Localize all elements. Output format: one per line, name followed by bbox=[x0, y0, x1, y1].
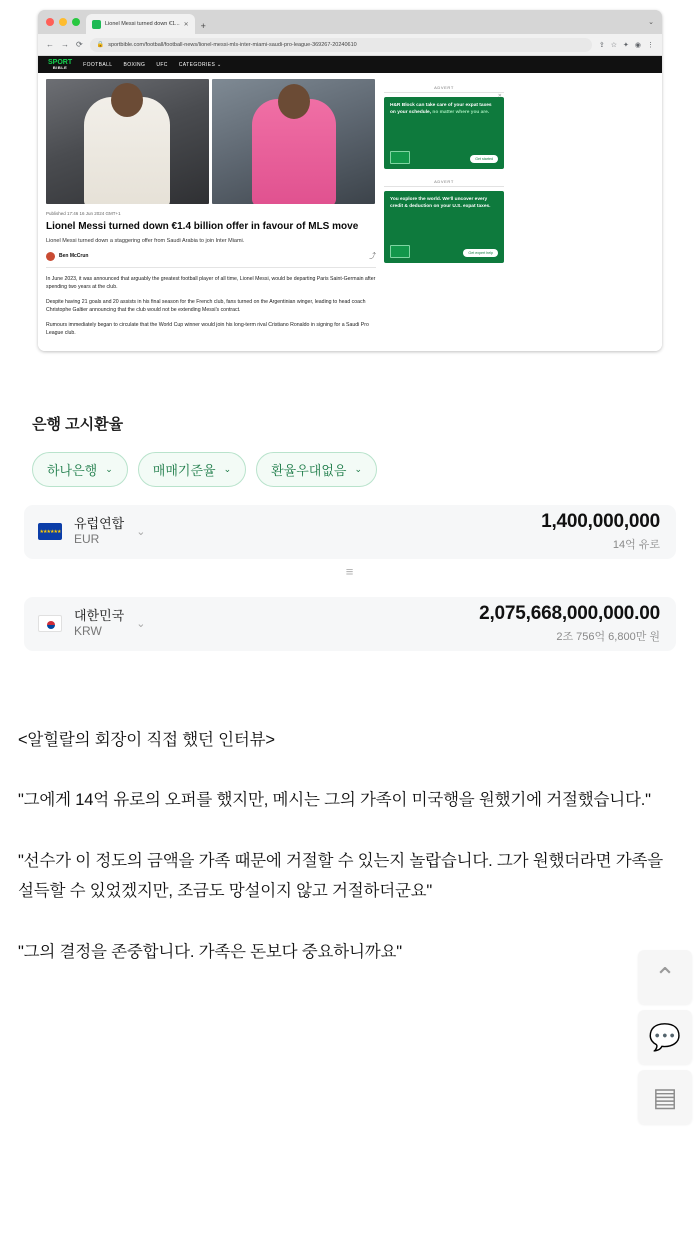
nav-item-football[interactable]: FOOTBALL bbox=[83, 61, 113, 68]
currency-country: 유럽연합 bbox=[74, 515, 125, 531]
profile-icon[interactable]: ◉ bbox=[634, 41, 641, 49]
preferential-rate-label: 환율우대없음 bbox=[271, 462, 347, 478]
ad-text: You explore the world. We'll uncover every credit & deduction on your U.S. expat taxes. bbox=[390, 197, 491, 209]
ad-banner[interactable] bbox=[384, 93, 504, 169]
maximize-window-icon[interactable] bbox=[72, 18, 80, 26]
chevron-up-icon[interactable]: ⌃ bbox=[638, 950, 692, 1004]
currency-code: EUR bbox=[74, 532, 100, 547]
chevron-down-icon: ⌄ bbox=[223, 463, 232, 474]
interview-heading: <알힐랄의 회장이 직접 했던 인터뷰> bbox=[18, 730, 275, 749]
swap-currencies-button[interactable]: ≡ bbox=[345, 563, 355, 579]
currency-row-from[interactable] bbox=[24, 505, 676, 559]
browser-screenshot bbox=[38, 10, 662, 351]
ad-cta-button[interactable]: Get started bbox=[470, 155, 498, 163]
article-paragraph: Despite having 21 goals and 20 assists in his final season for the French club, fans turned on the Argentinian winger, leading to head coach Christophe Galtier announcing that the club would not be extending Messi's contract. bbox=[46, 299, 366, 314]
site-navbar bbox=[38, 56, 662, 73]
ads-column bbox=[384, 79, 504, 343]
favicon-icon bbox=[92, 20, 101, 29]
page-root bbox=[0, 10, 700, 1112]
article-paragraph: In June 2023, it was announced that arguably the greatest football player of all time, Lionel Messi, would be departing Paris Saint-Germain after spending two years at the club. bbox=[46, 276, 376, 291]
flag-kr-icon bbox=[38, 615, 62, 632]
new-tab-button[interactable]: + bbox=[200, 21, 206, 31]
rate-type-label: 매매기준율 bbox=[152, 462, 216, 478]
chevron-down-icon: ⌄ bbox=[354, 463, 363, 474]
puzzle-icon[interactable]: ✦ bbox=[623, 41, 629, 49]
ad-logo bbox=[390, 151, 410, 164]
currency-country: 대한민국 bbox=[74, 607, 125, 623]
nav-item-boxing[interactable]: BOXING bbox=[123, 61, 146, 68]
advert-label: ADVERT bbox=[384, 85, 504, 93]
currency-row-to[interactable] bbox=[24, 597, 676, 651]
article-paragraph: Rumours immediately began to circulate that the World Cup winner would join his long-term rival Cristiano Ronaldo in signing for a Saudi Pro League club. bbox=[46, 322, 369, 337]
reload-icon[interactable]: ⟳ bbox=[76, 40, 83, 49]
close-ad-icon[interactable]: ✕ bbox=[497, 93, 502, 99]
exchange-rate-widget bbox=[24, 351, 676, 651]
back-icon[interactable]: ← bbox=[46, 40, 54, 49]
menu-icon[interactable]: ⋮ bbox=[647, 41, 654, 49]
page-title: 은행 고시환율 bbox=[32, 415, 124, 433]
interview-quote: "선수가 이 정도의 금액을 가족 때문에 거절할 수 있는지 놀랍습니다. 그가 원했더라면 가족을 설득할 수 있었겠지만, 조금도 망설이지 않고 거절하더군요" bbox=[18, 851, 663, 901]
amount-group bbox=[479, 603, 660, 644]
site-logo-line1: SPORT bbox=[48, 59, 73, 66]
bank-select-label: 하나은행 bbox=[47, 462, 98, 478]
window-traffic-lights[interactable] bbox=[46, 18, 80, 26]
share-icon[interactable]: ⇪ bbox=[598, 41, 605, 49]
currency-code: KRW bbox=[74, 624, 102, 639]
amount-group bbox=[541, 511, 660, 552]
site-logo[interactable] bbox=[48, 59, 72, 70]
ad-cta-button[interactable]: Get expert help bbox=[463, 249, 498, 257]
amount-in-words: 2조 756억 6,800만 원 bbox=[556, 631, 660, 644]
chevron-down-icon[interactable]: ⌄ bbox=[136, 618, 146, 631]
ad-text-emphasis: no matter where you are. bbox=[432, 109, 490, 115]
article-byline bbox=[46, 251, 376, 268]
website-content bbox=[38, 56, 662, 351]
list-icon[interactable]: ▤ bbox=[638, 1070, 692, 1124]
tab-strip bbox=[86, 10, 206, 34]
browser-titlebar bbox=[38, 10, 662, 34]
close-window-icon[interactable] bbox=[46, 18, 54, 26]
chevron-down-icon[interactable]: ⌄ bbox=[136, 526, 146, 539]
star-icon[interactable]: ☆ bbox=[610, 41, 618, 49]
rate-type-chip[interactable] bbox=[138, 452, 246, 487]
ad-logo bbox=[390, 245, 410, 258]
hero-image-right bbox=[212, 79, 375, 204]
nav-item-categories[interactable]: CATEGORIES ⌄ bbox=[178, 61, 222, 68]
korean-article bbox=[18, 725, 682, 968]
share-icon[interactable]: ⤴ bbox=[369, 253, 376, 260]
comment-icon[interactable]: 💬 bbox=[638, 1010, 692, 1064]
bank-select-chip[interactable] bbox=[32, 452, 128, 487]
interview-quote: "그에게 14억 유로의 오퍼를 했지만, 메시는 그의 가족이 미국행을 원했기에 거절했습니다." bbox=[18, 791, 651, 810]
forward-icon[interactable]: → bbox=[61, 40, 69, 49]
amount-in-words: 14억 유로 bbox=[612, 539, 660, 552]
advert-label: ADVERT bbox=[384, 179, 504, 187]
window-menu-icon[interactable]: ⌄ bbox=[648, 19, 654, 26]
browser-toolbar bbox=[38, 34, 662, 56]
address-bar-url: sportbible.com/football/football-news/lionel-messi-mls-inter-miami-saudi-pro-league-369267-20240610 bbox=[108, 41, 357, 48]
article-column bbox=[46, 79, 376, 343]
lock-icon: 🔒 bbox=[96, 42, 105, 48]
floating-action-buttons bbox=[638, 950, 692, 1124]
article-headline: Lionel Messi turned down €1.4 billion offer in favour of MLS move bbox=[46, 221, 359, 232]
toolbar-icons bbox=[599, 41, 654, 49]
minimize-window-icon[interactable] bbox=[59, 18, 67, 26]
currency-names bbox=[74, 608, 124, 639]
avatar bbox=[46, 252, 55, 261]
address-bar[interactable] bbox=[90, 38, 592, 52]
site-logo-line2: BIBLE bbox=[52, 65, 68, 70]
currency-names bbox=[74, 516, 124, 547]
hero-images bbox=[46, 79, 376, 204]
amount-value[interactable]: 1,400,000,000 bbox=[541, 511, 660, 533]
browser-tab[interactable] bbox=[86, 14, 195, 34]
flag-eu-icon bbox=[38, 523, 62, 540]
filter-chips bbox=[32, 452, 676, 487]
ad-banner[interactable] bbox=[384, 191, 504, 263]
amount-value[interactable]: 2,075,668,000,000.00 bbox=[479, 603, 660, 625]
article-standfirst: Lionel Messi turned down a staggering offer from Saudi Arabia to join Inter Miami. bbox=[46, 238, 245, 244]
hero-image-left bbox=[46, 79, 209, 204]
ad-text-pre: H&R Block can take care of your expat taxes on your schedule, bbox=[390, 103, 492, 115]
tab-title: Lionel Messi turned down €1... bbox=[105, 21, 180, 27]
article-timestamp: Published 17:46 16 Jun 2024 GMT+1 bbox=[46, 211, 121, 216]
site-body bbox=[38, 73, 662, 351]
interview-quote: "그의 결정을 존중합니다. 가족은 돈보다 중요하니까요" bbox=[18, 942, 402, 961]
nav-item-ufc[interactable]: UFC bbox=[156, 61, 168, 68]
preferential-rate-chip[interactable] bbox=[256, 452, 377, 487]
author-name: Ben McCrun bbox=[59, 253, 89, 259]
ad-text bbox=[390, 103, 498, 117]
close-tab-icon[interactable]: ✕ bbox=[183, 21, 189, 28]
chevron-down-icon: ⌄ bbox=[105, 463, 113, 474]
